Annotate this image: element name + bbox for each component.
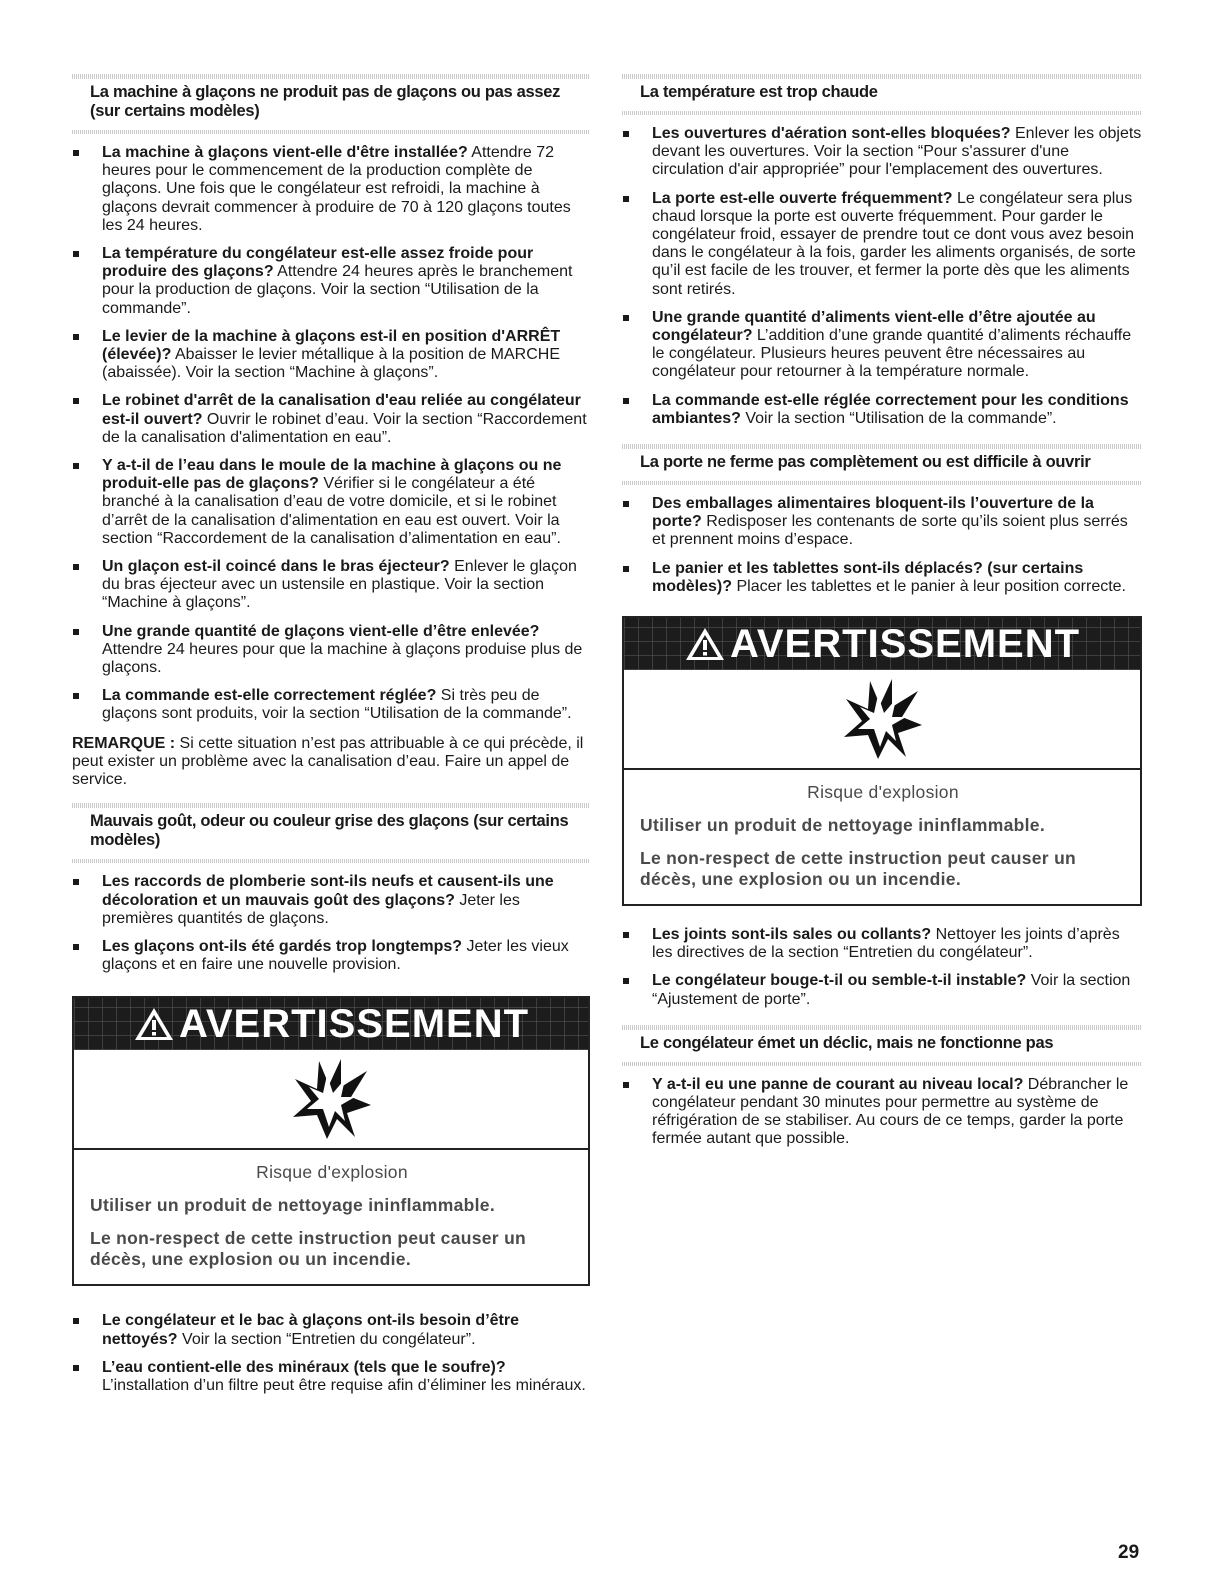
bullet-icon xyxy=(623,196,629,202)
question: Le panier et les tablettes sont-ils déplacés? (sur certains modèles)? xyxy=(652,559,1084,595)
answer: Enlever le glaçon du bras éjecteur avec un ustensile en plastique. Voir la section “Machine à glaçons”. xyxy=(102,558,577,612)
warning-box xyxy=(72,996,590,1286)
bullet-icon xyxy=(623,566,629,572)
warning-body xyxy=(624,770,1140,904)
answer: Attendre 72 heures pour le commencement de la production complète de glaçons. Une fois que le congélateur est refroidi, la machine à glaçons devrait commencer à produire de 70 à 120 glaçons toutes les 24 heures. xyxy=(102,144,571,234)
list-item xyxy=(72,328,590,383)
question: Le levier de la machine à glaçons est-il en position d'ARRÊT (élevée)? xyxy=(102,327,561,364)
warning-heading xyxy=(133,998,529,1050)
list-item xyxy=(72,938,590,974)
question: Le congélateur bouge-t-il ou semble-t-il instable? xyxy=(652,972,1027,990)
answer: Abaisser le levier métallique à la position de MARCHE (abaissée). Voir la section “Machine à glaçons”. xyxy=(102,346,560,382)
warning-consequence: Le non-respect de cette instruction peut causer un décès, une explosion ou un incendie. xyxy=(640,848,1077,890)
question: Le robinet d'arrêt de la canalisation d'eau reliée au congélateur est-il ouvert? xyxy=(102,392,581,428)
section-header-door xyxy=(622,444,1142,485)
explosion-icon xyxy=(840,677,924,761)
answer: Vérifier si le congélateur a été branché à la canalisation d’eau de votre domicile, et si le robinet d’arrêt de la canalisation d'alimentation en eau est ouvert. Voir la section “Raccordement de la canalisation d’alimentation en eau”. xyxy=(102,475,561,547)
note-text: Si cette situation n’est pas attribuable à ce qui précède, il peut exister un problème avec la canalisation d’eau. Faire un appel de service. xyxy=(72,734,584,789)
answer: Jeter les premières quantités de glaçons. xyxy=(102,891,520,927)
answer: L’installation d’un filtre peut être requise afin d’éliminer les minéraux. xyxy=(102,1376,586,1394)
bullet-icon xyxy=(73,879,79,885)
list-item xyxy=(72,1359,590,1395)
answer: Nettoyer les joints d’après les directives de la section “Entretien du congélateur”. xyxy=(652,926,1120,962)
warning-consequence: Le non-respect de cette instruction peut causer un décès, une explosion ou un incendie. xyxy=(90,1228,527,1270)
question: Les raccords de plomberie sont-ils neufs et causent-ils une décoloration et un mauvais goût des glaçons? xyxy=(102,873,554,909)
explosion-icon-row xyxy=(74,1050,588,1150)
question: Le congélateur et le bac à glaçons ont-ils besoin d’être nettoyés? xyxy=(102,1312,519,1348)
section-title: La température est trop chaude xyxy=(640,83,878,101)
question: Une grande quantité de glaçons vient-elle d’être enlevée? xyxy=(102,622,540,640)
question: Y a-t-il de l’eau dans le moule de la machine à glaçons ou ne produit-elle pas de glaçons? xyxy=(102,457,562,493)
list-item xyxy=(622,926,1142,962)
answer: Enlever les objets devant les ouvertures. Voir la section “Pour s'assurer d'une circulation d'air appropriée” pour l'emplacement des ouvertures. xyxy=(652,125,1142,179)
answer: Voir la section “Entretien du congélateur”. xyxy=(177,1330,476,1348)
question: Une grande quantité d’aliments vient-elle d’être ajoutée au congélateur? xyxy=(652,308,1096,345)
warning-instruction: Utiliser un produit de nettoyage ininflammable. xyxy=(640,815,1045,836)
section-title: La porte ne ferme pas complètement ou est difficile à ouvrir xyxy=(640,453,1091,472)
bullet-icon xyxy=(73,334,79,340)
bullet-icon xyxy=(73,398,79,404)
bullet-icon xyxy=(73,251,79,257)
list-item xyxy=(72,457,590,548)
list-item xyxy=(72,245,590,318)
right-column xyxy=(622,74,1142,1149)
list-item xyxy=(72,144,590,235)
bullet-icon xyxy=(73,693,79,699)
warning-banner xyxy=(74,998,588,1050)
question: La commande est-elle correctement réglée? xyxy=(102,687,437,705)
bullet-icon xyxy=(73,463,79,469)
question: Des emballages alimentaires bloquent-ils l’ouverture de la porte? xyxy=(652,495,1094,531)
list-item xyxy=(622,309,1142,382)
list-item xyxy=(622,190,1142,299)
section-title: Le congélateur émet un déclic, mais ne fonctionne pas xyxy=(640,1033,1054,1052)
bullet-icon xyxy=(623,131,629,137)
question: La température du congélateur est-elle assez froide pour produire des glaçons? xyxy=(102,245,534,281)
list-item xyxy=(72,1312,590,1348)
answer: Attendre 24 heures après le branchement pour la production de glaçons. Voir la section “Utilisation de la commande”. xyxy=(102,263,573,317)
answer: Si très peu de glaçons sont produits, voir la section “Utilisation de la commande”. xyxy=(102,687,572,723)
list-item xyxy=(622,560,1142,596)
note-label: REMARQUE : xyxy=(72,734,176,752)
answer: Jeter les vieux glaçons et en faire une nouvelle provision. xyxy=(102,937,569,974)
list-item xyxy=(622,1076,1142,1149)
list-item xyxy=(72,687,590,723)
answer: Placer les tablettes et le panier à leur position correcte. xyxy=(732,577,1126,595)
section-title: La machine à glaçons ne produit pas de glaçons ou pas assez (sur certains modèles) xyxy=(90,83,561,120)
list-item xyxy=(72,558,590,613)
answer: Ouvrir le robinet d’eau. Voir la section “Raccordement de la canalisation d'alimentation en eau”. xyxy=(102,410,587,446)
question: Les joints sont-ils sales ou collants? xyxy=(652,926,932,944)
list-item xyxy=(72,873,590,928)
list-item xyxy=(622,972,1142,1008)
warning-word: AVERTISSEMENT xyxy=(729,622,1081,667)
answer: Redisposer les contenants de sorte qu’ils soient plus serrés et prennent moins d’espace. xyxy=(652,513,1128,549)
page-number: 29 xyxy=(1118,1542,1140,1563)
bullet-icon xyxy=(623,315,629,321)
answer: Attendre 24 heures pour que la machine à glaçons produise plus de glaçons. xyxy=(102,640,583,677)
warning-banner xyxy=(624,618,1140,670)
question: Les glaçons ont-ils été gardés trop longtemps? xyxy=(102,937,463,955)
answer: L’addition d’une grande quantité d’aliments réchauffe le congélateur. Plusieurs heures peuvent être nécessaires au congélateur pour retourner à la température normale. xyxy=(652,327,1132,381)
bullet-icon xyxy=(73,944,79,950)
bullet-icon xyxy=(73,1365,79,1371)
question: Les ouvertures d'aération sont-elles bloquées? xyxy=(652,125,1011,142)
section-header-too-warm xyxy=(622,74,1142,115)
warning-title: Risque d'explosion xyxy=(256,1162,408,1183)
warning-title: Risque d'explosion xyxy=(807,782,959,803)
warning-heading xyxy=(684,618,1080,670)
answer: Voir la section “Ajustement de porte”. xyxy=(652,972,1131,1008)
list-item xyxy=(72,392,590,447)
warning-triangle-icon xyxy=(133,1006,175,1042)
bullet-icon xyxy=(73,1318,79,1324)
bullet-icon xyxy=(623,501,629,507)
answer: Voir la section “Utilisation de la commande”. xyxy=(740,409,1057,427)
warning-triangle-icon xyxy=(684,626,726,662)
bullet-icon xyxy=(623,978,629,984)
question: La porte est-elle ouverte fréquemment? xyxy=(652,189,953,207)
warning-instruction: Utiliser un produit de nettoyage ininflammable. xyxy=(90,1195,495,1216)
explosion-icon-row xyxy=(624,670,1140,770)
answer: Débrancher le congélateur pendant 30 minutes pour permettre au système de réfrigération de se stabiliser. Au cours de ce temps, garder la porte fermée autant que possible. xyxy=(652,1075,1129,1148)
list-item xyxy=(622,392,1142,428)
explosion-icon xyxy=(289,1057,373,1141)
bullet-icon xyxy=(623,932,629,938)
list-item xyxy=(622,495,1142,550)
bullet-icon xyxy=(73,150,79,156)
bullet-icon xyxy=(623,1082,629,1088)
note xyxy=(72,735,590,790)
question: La machine à glaçons vient-elle d'être installée? xyxy=(102,144,468,161)
question: Un glaçon est-il coincé dans le bras éjecteur? xyxy=(102,558,450,576)
question: La commande est-elle réglée correctement pour les conditions ambiantes? xyxy=(652,391,1129,427)
left-column xyxy=(72,74,590,1395)
list-item xyxy=(622,125,1142,180)
question: Y a-t-il eu une panne de courant au niveau local? xyxy=(652,1075,1024,1093)
warning-body xyxy=(74,1150,588,1284)
section-header-clicks xyxy=(622,1025,1142,1066)
bullet-icon xyxy=(623,398,629,404)
warning-box xyxy=(622,616,1142,906)
answer: Le congélateur sera plus chaud lorsque la porte est ouverte fréquemment. Pour garder le congélateur froid, essayer de prendre tout ce dont vous avez besoin dans le congélateur à la fois, garder les aliments organisés, de sorte qu’il est facile de les trouver, et fermer la porte dès que les aliments sont retirés. xyxy=(652,189,1136,298)
bullet-icon xyxy=(73,629,79,635)
warning-word: AVERTISSEMENT xyxy=(178,1002,530,1047)
section-header-bad-taste xyxy=(72,803,590,863)
bullet-icon xyxy=(73,564,79,570)
list-item xyxy=(72,623,590,678)
section-title: Mauvais goût, odeur ou couleur grise des glaçons (sur certains modèles) xyxy=(90,812,569,850)
question: L’eau contient-elle des minéraux (tels que le soufre)? xyxy=(102,1358,506,1376)
section-header-no-ice xyxy=(72,74,590,134)
